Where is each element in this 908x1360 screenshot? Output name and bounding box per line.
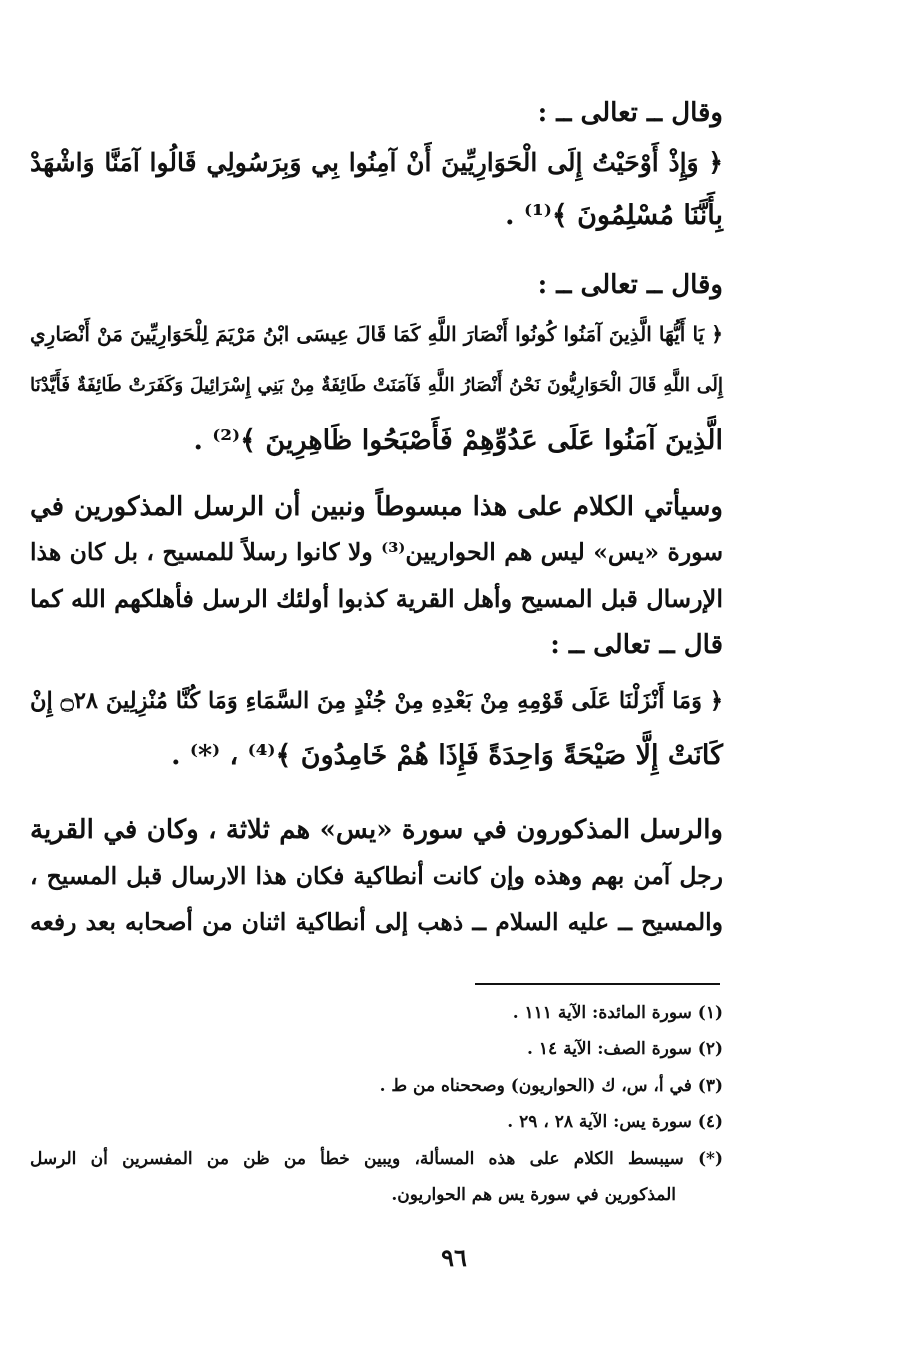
paragraph-line: والمسيح ــ عليه السلام ــ ذهب إلى أنطاكية اثنان من أصحابه بعد رفعه (30, 908, 723, 936)
quran-verse-line: كَانَتْ إِلَّا صَيْحَةً وَاحِدَةً فَإِذَا هُمْ خَامِدُونَ ﴾⁽⁴⁾ ، ⁽*⁾ . (171, 740, 723, 771)
footnote: (*) سيبسط الكلام على هذه المسألة، ويبين خطأ من ظن من المفسرين أن الرسل (30, 1149, 723, 1169)
footnote: (٢) سورة الصف: الآية ١٤ . (527, 1039, 723, 1059)
paragraph-line: وسيأتي الكلام على هذا مبسوطاً ونبين أن الرسل المذكورين في (30, 492, 723, 522)
footnote: (٣) في أ، س، ك (الحواريون) وصححناه من ط . (379, 1076, 723, 1096)
paragraph-line: والرسل المذكورون في سورة «يس» هم ثلاثة ، وكان في القرية (30, 815, 723, 845)
quran-verse-line: ﴿ وَإِذْ أَوْحَيْتُ إِلَى الْحَوَارِيِّينَ أَنْ آمِنُوا بِي وَبِرَسُولِي قَالُوا آمَنَّا وَاشْهَدْ (30, 148, 723, 177)
footnote-divider (475, 983, 720, 985)
footnote-continuation: المذكورين في سورة يس هم الحواريون. (391, 1185, 676, 1205)
paragraph-line: رجل آمن بهم وهذه وإن كانت أنطاكية فكان هذا الارسال قبل المسيح ، (30, 862, 723, 890)
page-number: ٩٦ (441, 1243, 467, 1272)
footnote: (٤) سورة يس: الآية ٢٨ ، ٢٩ . (507, 1112, 723, 1132)
quran-verse-line: ﴿ يَا أَيُّهَا الَّذِينَ آمَنُوا كُونُوا أَنْصَارَ اللَّهِ كَمَا قَالَ عِيسَى ابْنُ مَرْيَمَ لِلْحَوَارِيِّينَ مَنْ أَنْصَارِي (30, 322, 723, 346)
intro-line-2: وقال ــ تعالى ــ : (537, 270, 723, 300)
quran-verse-line: الَّذِينَ آمَنُوا عَلَى عَدُوِّهِمْ فَأَصْبَحُوا ظَاهِرِينَ ﴾⁽²⁾ . (193, 425, 723, 456)
paragraph-line: قال ــ تعالى ــ : (550, 630, 723, 660)
quran-verse-line: ﴿ وَمَا أَنْزَلْنَا عَلَى قَوْمِهِ مِنْ بَعْدِهِ مِنْ جُنْدٍ مِنَ السَّمَاءِ وَمَا كُنَّا مُنْزِلِينَ ۝٢٨ إِنْ (30, 688, 724, 714)
intro-line-1: وقال ــ تعالى ــ : (537, 98, 723, 128)
paragraph-line: سورة «يس» ليس هم الحواريين⁽³⁾ ولا كانوا رسلاً للمسيح ، بل كان هذا (30, 538, 724, 566)
footnote: (١) سورة المائدة: الآية ١١١ . (512, 1003, 723, 1023)
paragraph-line: الإرسال قبل المسيح وأهل القرية كذبوا أولئك الرسل فأهلكهم الله كما (30, 584, 723, 613)
quran-verse-line: إِلَى اللَّهِ قَالَ الْحَوَارِيُّونَ نَحْنُ أَنْصَارُ اللَّهِ فَآمَنَتْ طَائِفَةٌ مِنْ بَنِي إِسْرَائِيلَ وَكَفَرَتْ طَائِفَةٌ فَأَيَّدْنَا (30, 375, 723, 396)
quran-verse-line: بِأَنَّنَا مُسْلِمُونَ ﴾⁽¹⁾ . (505, 200, 723, 231)
